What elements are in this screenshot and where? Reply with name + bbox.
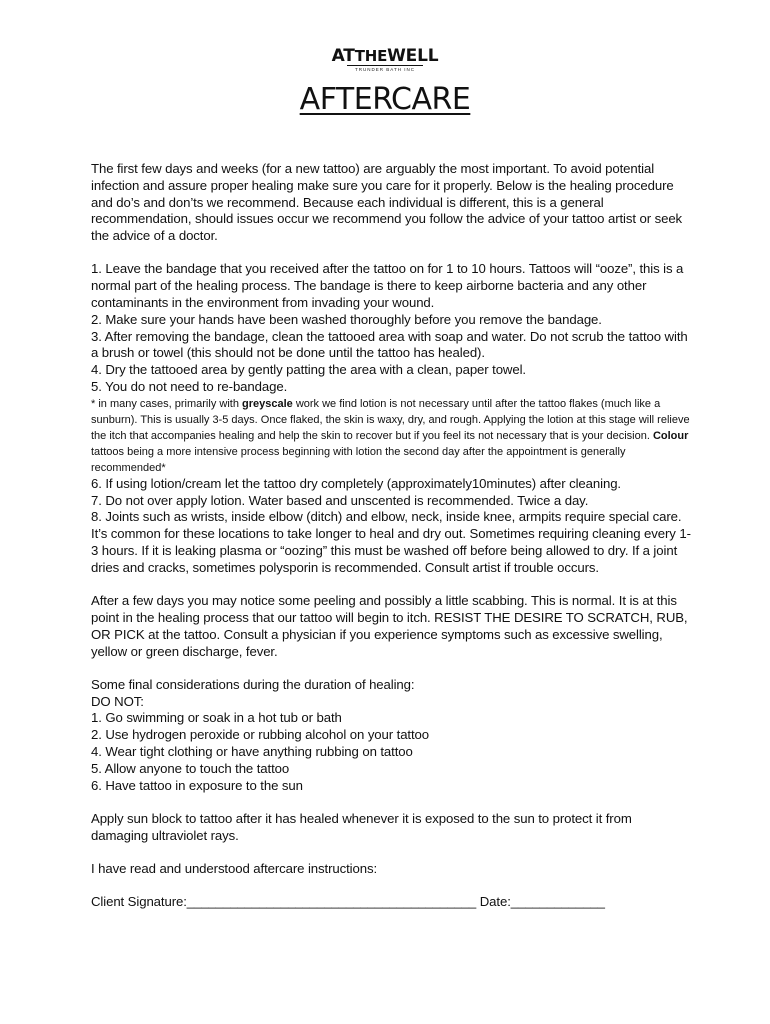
do-not-item: 4. Wear tight clothing or have anything rubbing on tattoo <box>91 744 413 760</box>
date-field[interactable]: _____________ <box>510 894 605 910</box>
studio-logo <box>0 46 770 73</box>
step-5: 5. You do not need to re-bandage. <box>91 379 288 395</box>
document-body <box>91 161 691 911</box>
logo-wordmark: ATTHEWELL <box>331 46 439 66</box>
logo-tagline: TRUNDER BATH INC <box>347 65 423 73</box>
step-6: 6. If using lotion/cream let the tattoo dry completely (approximately10minutes) after cleaning. <box>91 475 621 491</box>
date-label: Date: <box>479 894 511 910</box>
signature-line <box>91 894 691 911</box>
peeling-paragraph: After a few days you may notice some peeling and possibly a little scabbing. This is normal. It is at this point in the healing process that our tattoo will begin to itch. RESIST THE DESIRE TO SCRATCH, RUB, OR PICK at the tattoo. Consult a physician if you experience symptoms such as excessive swelling, yellow or green discharge, fever. <box>91 593 688 659</box>
client-signature-field[interactable]: ________________________________________ <box>186 894 477 910</box>
lotion-note: * in many cases, primarily with greyscale work we find lotion is not necessary until after the tattoo flakes (much like a sunburn). This is usually 3-5 days. Once flaked, the skin is waxy, dry, and rough. Applying the lotion at this stage will relieve the itch that accompanies healing and help the skin to recover but if you feel its not necessary that is your decision. Colour tattoos being a more intensive process beginning with lotion the second day after the appointment is generally recommended* <box>91 397 690 474</box>
step-8: 8. Joints such as wrists, inside elbow (ditch) and elbow, neck, inside knee, armpits require special care. It’s common for these locations to take longer to heal and dry out. Sometimes requiring cleaning every 1-3 hours. If it is leaking plasma or “oozing” this must be washed off before being allowed to dry. If a joint dries and cracks, sometimes polysporin is recommended. Consult artist if trouble occurs. <box>91 509 691 575</box>
step-3: 3. After removing the bandage, clean the tattooed area with soap and water. Do not scrub the tattoo with a brush or towel (this should not be done until the tattoo has healed). <box>91 328 688 361</box>
do-not-item: 2. Use hydrogen peroxide or rubbing alcohol on your tattoo <box>91 727 430 743</box>
intro-paragraph: The first few days and weeks (for a new tattoo) are arguably the most important. To avoid potential infection and assure proper healing make sure you care for it properly. Below is the healing procedure and do’s and don’ts we recommend. Because each individual is different, this is a general recommendation, should issues occur we recommend you follow the advice of your tattoo artist or seek the advice of a doctor. <box>91 161 683 244</box>
sunblock-paragraph: Apply sun block to tattoo after it has healed whenever it is exposed to the sun to protect it from damaging ultraviolet rays. <box>91 810 632 843</box>
page-title: AFTERCARE <box>299 82 471 117</box>
final-heading: Some final considerations during the duration of healing: <box>91 676 415 692</box>
do-not-label: DO NOT: <box>91 693 144 709</box>
do-not-item: 1. Go swimming or soak in a hot tub or bath <box>91 710 342 726</box>
step-7: 7. Do not over apply lotion. Water based and unscented is recommended. Twice a day. <box>91 492 589 508</box>
client-signature-label: Client Signature: <box>91 894 187 910</box>
step-1: 1. Leave the bandage that you received after the tattoo on for 1 to 10 hours. Tattoos will “ooze”, this is a normal part of the healing process. The bandage is there to keep airborne bacteria and any other contaminants in the environment from invading your wound. <box>91 261 684 311</box>
step-2: 2. Make sure your hands have been washed thoroughly before you remove the bandage. <box>91 311 602 327</box>
do-not-item: 6. Have tattoo in exposure to the sun <box>91 777 303 793</box>
step-4: 4. Dry the tattooed area by gently patting the area with a clean, paper towel. <box>91 362 526 378</box>
acknowledgement: I have read and understood aftercare instructions: <box>91 861 378 876</box>
do-not-item: 5. Allow anyone to touch the tattoo <box>91 760 290 776</box>
